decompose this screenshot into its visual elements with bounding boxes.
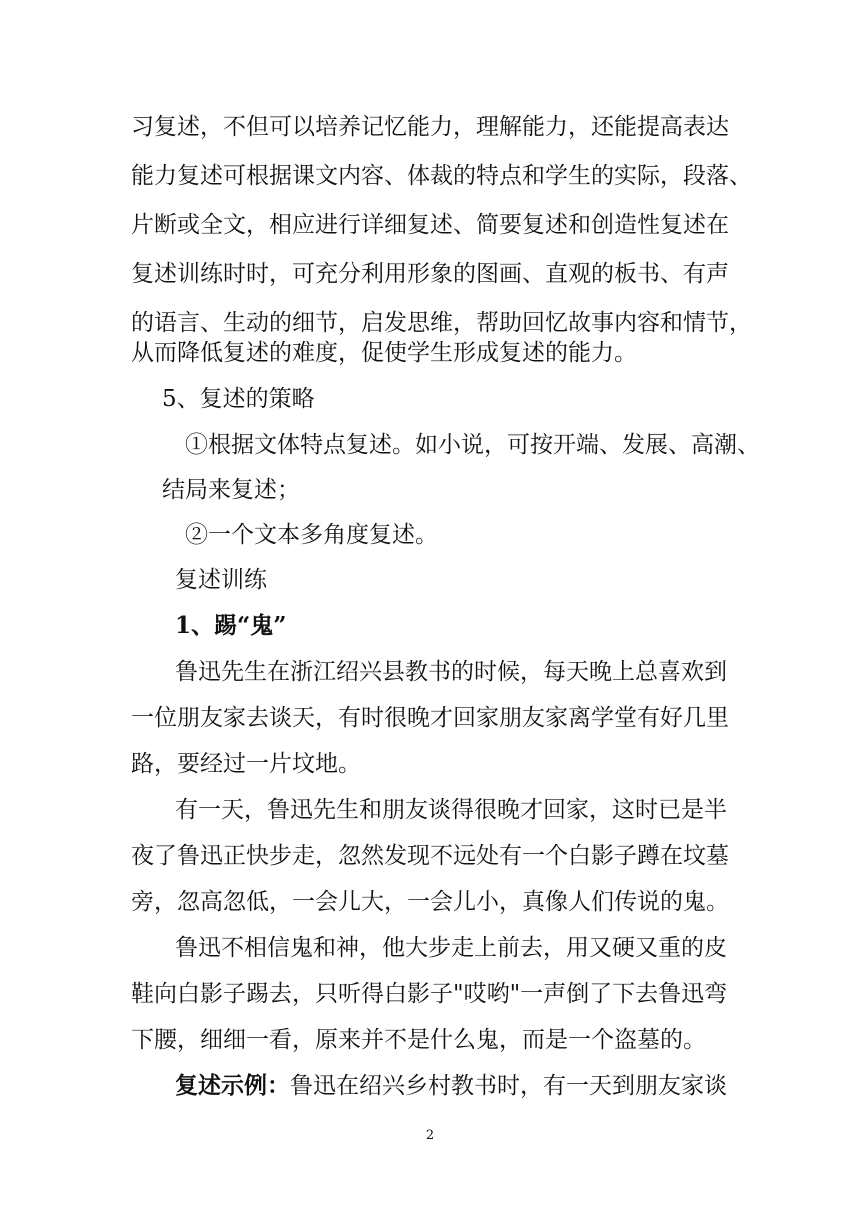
paragraph-line: 能力复述可根据课文内容、体裁的特点和学生的实际，段落、 [131, 163, 752, 189]
paragraph-line: 习复述，不但可以培养记忆能力，理解能力，还能提高表达 [131, 114, 729, 140]
story-line: 鲁迅不相信鬼和神，他大步走上前去，用又硬又重的皮 [175, 935, 727, 961]
paragraph-line: 从而降低复述的难度，促使学生形成复述的能力。 [131, 340, 637, 366]
paragraph-line: 复述训练时时，可充分利用形象的图画、直观的板书、有声 [131, 261, 729, 287]
paragraph-line: 的语言、生动的细节，启发思维，帮助回忆故事内容和情节， [131, 310, 752, 336]
story-line: 鞋向白影子踢去，只听得白影子"哎哟"一声倒了下去鲁迅弯 [131, 981, 728, 1007]
story-line: 下腰，细细一看，原来并不是什么鬼，而是一个盗墓的。 [131, 1027, 706, 1053]
story-line: 路，要经过一片坟地。 [131, 751, 361, 777]
training-heading: 复述训练 [175, 567, 267, 593]
example-label: 复述示例： [175, 1072, 290, 1099]
story-line: 夜了鲁迅正快步走，忽然发现不远处有一个白影子蹲在坟墓 [131, 843, 729, 869]
story-line: 一位朋友家去谈天，有时很晚才回家朋友家离学堂有好几里 [131, 705, 729, 731]
strategy-item: ①根据文体特点复述。如小说，可按开端、发展、高潮、 [185, 432, 760, 458]
story-title: 1、踢“鬼” [175, 612, 287, 639]
example-line: 复述示例：鲁迅在绍兴乡村教书时，有一天到朋友家谈 [175, 1072, 727, 1099]
story-line: 鲁迅先生在浙江绍兴县教书的时候，每天晚上总喜欢到 [175, 659, 727, 685]
story-line: 有一天，鲁迅先生和朋友谈得很晚才回家，这时已是半 [175, 797, 727, 823]
story-line: 旁，忽高忽低，一会儿大，一会儿小，真像人们传说的鬼。 [131, 889, 729, 915]
strategy-item-continuation: 结局来复述； [162, 477, 300, 503]
page-number: 2 [425, 1128, 435, 1143]
paragraph-line: 片断或全文，相应进行详细复述、简要复述和创造性复述在 [131, 212, 729, 238]
section-heading: 5、复述的策略 [162, 386, 315, 412]
strategy-item: ②一个文本多角度复述。 [185, 522, 438, 548]
